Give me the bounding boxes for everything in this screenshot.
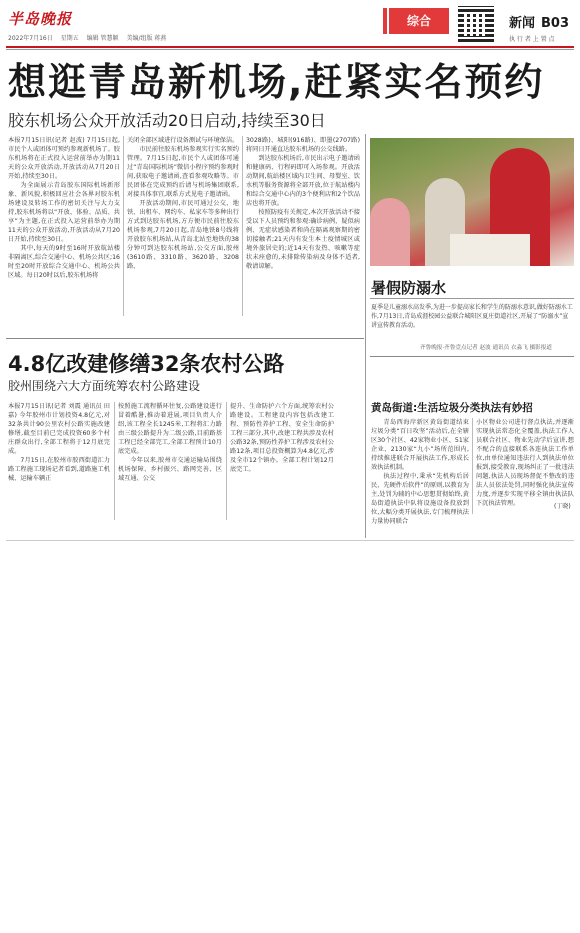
lead-column-1 [8,136,120,316]
issue-editor: 编辑 管慧颖 [86,35,119,42]
street-paragraph: 小区物业公司进行督点执法,并逐渐实现执法常态化全覆盖,执法工作人员联合社区、物业先动学后宣讲,想不配合的直接联系各连执法工作单位,由单位通知违法行人到执法单位报到,接受教育,现场纠正了一批违法问题,执法人员现场督促不整改的违法人员依法处罚,同时强化执法宣传力度,并逐步实现平移全镇由执法队下沉执法管理。 [476,419,574,507]
photo-credit: 齐鲁晚报·齐鲁壹点记者 赵波 通讯员 衣淼飞 摄影报道 [420,345,552,351]
street-column-1 [371,418,469,525]
column-divider [472,418,473,514]
column-divider [242,136,243,316]
road-subhead: 胶州围绕六大方面统筹农村公路建设 [8,379,201,393]
road-headline: 4.8亿改建修缮32条农村公路 [8,352,285,376]
photo-figure [370,198,410,266]
photo-kicker: 暑假防溺水 [371,279,447,297]
lead-paragraph: 按照防疫有关规定,本次开放活动不接受以下人员预约和参观:确诊病例、疑似病例、无症状感染者和尚在隔离观察期的密切接触者;21天内有发生本土疫情城区或境外旅居史的;近14天有发热、咳嗽等症状未痊愈的,未排除传染病及身体不适者,敬请谅解。 [246,209,360,270]
issue-weekday: 星期五 [60,35,79,42]
street-signoff: (丁晓) [554,503,571,510]
lead-column-2 [127,136,239,316]
lead-paragraph: 为全面展示青岛胶东国际机场新形象、新风貌,积极回应社会各界对胶东机场建设及转场工作的密切关注与大力支持,胶东机场将以“开放、体验、品质、共享”为主题,在正式投入运营前举办为期11天的公众开放活动,开放活动从7月20日开始,持续至30日。 [8,182,120,243]
road-column-1 [8,402,110,520]
masthead-rule [6,46,574,48]
issue-meta [8,33,172,42]
news-photo [370,138,574,266]
road-paragraph: 按照施工流程循环往复,公路建设进行冒着酷暑,推动着进展,项目负责人介绍,该工程全长1245米,工程将汇力路由三级公路提升为二级公路,目前路基工程已经全部完工,全部工程预计10月底完成。 [118,403,222,455]
road-column-3 [230,402,334,520]
masthead [6,6,574,48]
lead-paragraph: 本报7月15日讯(记者 赵波) 7月15日起,市民个人或团体可预约参观新机场了。胶东机场将在正式投入运营前举办为期11天的公众开放活动,开放活动从7月20日开始,持续至30日。 [8,137,120,180]
lead-headline: 想逛青岛新机场,赶紧实名预约 [8,60,545,104]
column-divider [123,136,124,316]
street-headline: 黄岛街道:生活垃圾分类执法有妙招 [371,402,533,414]
brand-logo: 半岛晚报 [8,10,73,28]
road-paragraph: 提升、生命防护六个方面,统筹农村公路建设。工程建设内容包括改建工程、预防性养护工程、安全生命防护工程三部分,其中,改建工程共涉及农村公路32条,预防性养护工程涉及农村公路12条,项目总投资概算为4.8亿元,涉及全市12个镇办。全部工程计划12月底完工。 [230,403,334,473]
section-tag: 综合 [389,8,449,34]
lead-paragraph: 开放活动期间,市民可通过公交、地铁、出租车、网约车、私家车等多种出行方式到达胶东机场,方方便市民前往胶东机场参观,7月20日起,青岛地铁8号线将开放胶东机场站,从青岛北站至地铁的38分钟可到达胶东机场站,公交方面,胶州(3610路、3310路、3620路、3208路、 [127,200,239,270]
main-column-divider [365,134,366,538]
kicker-rule [370,298,574,299]
road-paragraph: 本报7月15日讯(记者 刘震 通讯员 田嘉) 今年胶州市计划投资4.8亿元,对32条共计90公里农村公路实施改建修缮,截至目前已完成投资60多个村庄群众出行,全部工程将于12月底完成。 [8,403,110,455]
road-paragraph: 7月15日,在胶州市胶西街道汇力路工程施工现场记者看到,道路施工机械、运输车辆正 [8,457,110,482]
page-duty: 执 行 者 上 置 点 [509,36,555,43]
photo-caption: 夏季是儿童溺水高发季,为进一步提高家长和学生的防溺水意识,做好防溺水工作,7月13日,青岛成涯校园公益联合城阳区夏庄街道社区,开展了“防溺水”宣讲宣传教育活动。 [371,304,573,329]
column-divider [114,402,115,520]
lead-subhead: 胶东机场公众开放活动20日启动,持续至30日 [8,111,326,130]
masthead-rule-thin [6,49,574,50]
story-separator [6,338,364,339]
street-paragraph: 青岛西海岸新区黄岛街道结束垃圾分类“百日攻坚”活动后,在全辖区30个社区、42家物业小区、51家企业、2130家“九小”场所范围内,持续推进联合开展执法工作,形成长效执法机制。 [371,419,469,471]
page-number: B03 [541,16,570,31]
road-column-2 [118,402,222,520]
road-paragraph: 今年以来,胶州市交通运输局围绕机场保障、乡村振兴、路网完善、区域互通、公交 [118,457,222,482]
lead-column-3 [246,136,360,316]
lead-paragraph: 市民前往胶东机场参观实行实名预约管理。7月15日起,市民个人或团体可通过“青岛国际机场”微信小程序预约参观时间,获取电子邀请函,查看参观攻略等。市民团体在完成预约后请与机场集团联系,对接具体事宜,联系方式见电子邀请函。 [127,146,239,198]
lead-paragraph: 到达胶东机场后,市民出示电子邀请函和健康码、行程码即可入场参观。开放活动期间,航站楼区域内卫生间、母婴室、饮水机等服务资源将全部开放,位于航站楼内和综合交通中心内的3个便利店和2个饮品店也将开放。 [246,155,360,207]
column-divider [226,402,227,520]
photo-table [450,234,530,266]
section-name: 新闻 [509,16,536,31]
lead-paragraph: 3028路)、城阳(916路)、即墨(2707路)将同日开通直达胶东机场的公交线路。 [246,137,360,153]
page-info [509,12,569,31]
qr-code-icon [458,6,494,42]
lead-paragraph: 关闭全部区域进行设备测试与环境保洁。 [127,137,239,144]
issue-designer: 美编/组版 蒋燕 [126,35,167,42]
page-bottom-rule [6,540,574,541]
story-separator [370,356,574,357]
issue-date: 2022年7月16日 [8,35,53,42]
street-paragraph: 执法过程中,秉承“先机构后居民、先硬件后软件”的原则,以教育为主,处罚为辅的中心思想贯彻始终,黄岛街道执法中队将设施设备投放到位,大幅分类开展执法,专门梳理执法力量协同联合 [371,473,469,525]
lead-paragraph: 其中,每天的9时至16时开放航站楼非隔离区,综合交通中心、机场公共区;16时至20时开放综合交通中心、机场公共区域。每日20时以后,胶东机场将 [8,245,120,279]
